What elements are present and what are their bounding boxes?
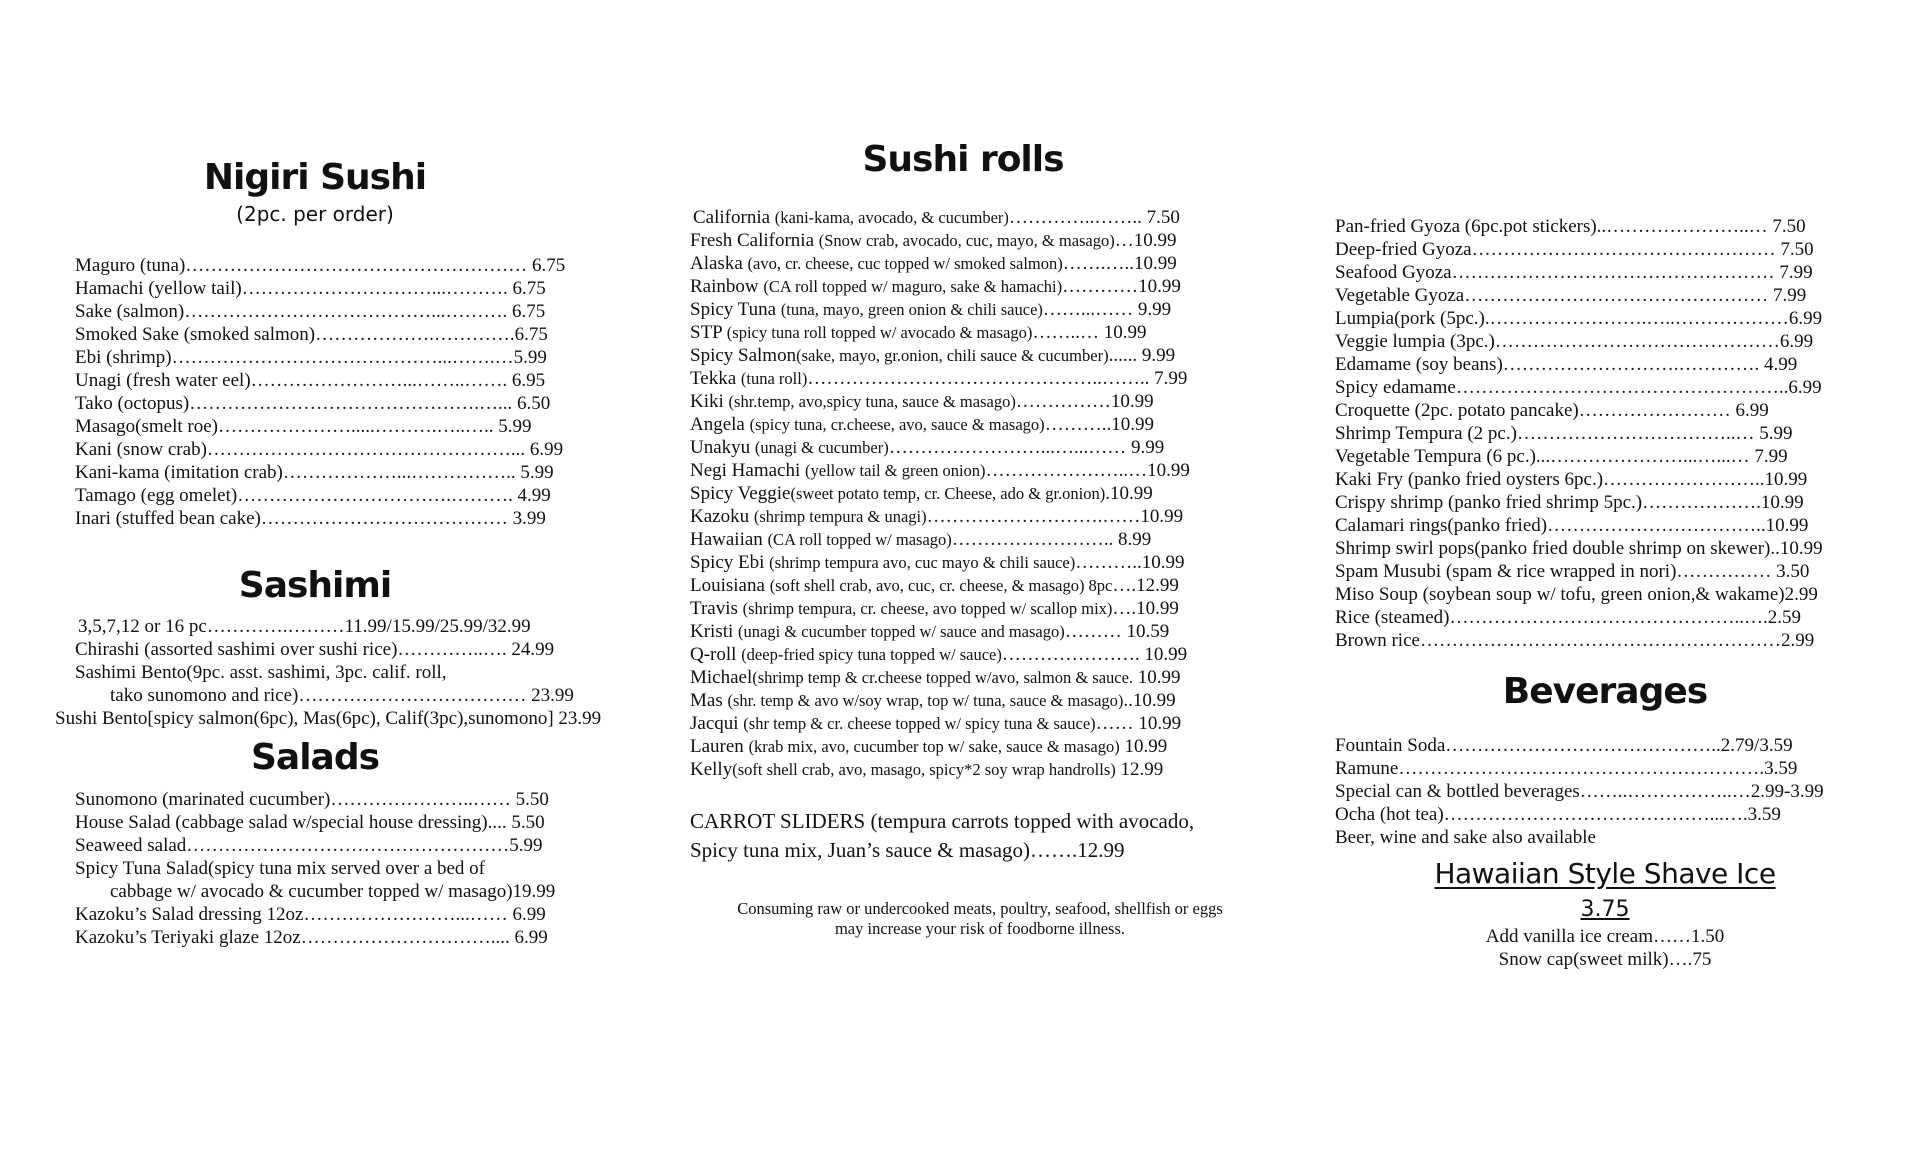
roll-price: ……………………….……10.99 xyxy=(926,505,1184,527)
left-column xyxy=(40,158,640,949)
roll-price: …………………….. 8.99 xyxy=(951,528,1152,550)
sashimi-item: tako sunomono and rice)……………………………… 23.99 xyxy=(110,685,574,707)
roll-item xyxy=(690,528,1280,551)
roll-description: (shrimp temp & cr.cheese topped w/avo, salmon & sauce. xyxy=(752,667,1134,687)
salad-item: Seaweed salad……………………………………………5.99 xyxy=(75,834,543,856)
roll-description: (shrimp tempura, cr. cheese, avo topped w/ scallop mix) xyxy=(742,598,1113,618)
nigiri-item: Inari (stuffed bean cake)………………………………… 3.99 xyxy=(75,507,546,529)
appetizer-item: Rice (steamed)………………………………………..….2.59 xyxy=(1335,607,1801,628)
appetizer-item: Crispy shrimp (panko fried shrimp 5pc.)……………….10.99 xyxy=(1335,492,1804,513)
sashimi-title: Sashimi xyxy=(238,564,392,606)
roll-price: ...... 9.99 xyxy=(1108,344,1176,366)
roll-price: ……………………...…...…… 9.99 xyxy=(888,436,1165,458)
beverage-item: Ramune………………………………………………….3.59 xyxy=(1335,757,1798,779)
roll-item xyxy=(690,758,1280,781)
middle-column xyxy=(690,140,1280,939)
roll-description: (shr. temp & avo w/soy wrap, top w/ tuna, sauce & masago) xyxy=(727,690,1124,710)
notice-line: may increase your risk of foodborne illness. xyxy=(834,918,1126,938)
appetizer-item: Calamari rings(panko fried)……………………………..10.99 xyxy=(1335,515,1809,536)
roll-item xyxy=(690,413,1280,436)
roll-description: (shr temp & cr. cheese topped w/ spicy tuna & sauce) xyxy=(743,713,1096,733)
beverage-item: Fountain Soda……………………………………..2.79/3.59 xyxy=(1335,734,1793,756)
salads-title: Salads xyxy=(250,737,380,779)
nigiri-item: Smoked Sake (smoked salmon)……………….………….6.75 xyxy=(75,323,548,345)
sashimi-list xyxy=(40,615,640,730)
nigiri-item: Unagi (fresh water eel)……………………...……..……. 6.95 xyxy=(75,369,546,391)
nigiri-item: Sake (salmon)…………………………………...………. 6.75 xyxy=(75,300,546,322)
roll-name: Negi Hamachi xyxy=(690,459,801,481)
roll-price: 10.99 xyxy=(1133,666,1181,688)
roll-item xyxy=(690,505,1280,528)
nigiri-list xyxy=(40,254,640,530)
roll-name: STP xyxy=(690,321,723,343)
roll-description: (avo, cr. cheese, cuc topped w/ smoked salmon) xyxy=(747,253,1063,273)
roll-item xyxy=(690,252,1280,275)
appetizer-item: Shrimp swirl pops(panko fried double shrimp on skewer)..10.99 xyxy=(1335,538,1823,559)
roll-price: ……… 10.59 xyxy=(1064,620,1170,642)
roll-description: (CA roll topped w/ maguro, sake & hamachi) xyxy=(763,276,1063,296)
roll-price: …….…..10.99 xyxy=(1062,252,1177,274)
roll-name: Travis xyxy=(690,597,738,619)
roll-description: (spicy tuna, cr.cheese, avo, sauce & masago) xyxy=(749,414,1045,434)
roll-item xyxy=(690,643,1280,666)
roll-description: (shr.temp, avo,spicy tuna, sauce & masago) xyxy=(728,391,1016,411)
notice-line: Consuming raw or undercooked meats, poultry, seafood, shellfish or eggs xyxy=(737,898,1223,918)
roll-name: Unakyu xyxy=(690,436,751,458)
beverage-item: Beer, wine and sake also available xyxy=(1335,826,1596,848)
roll-description: (unagi & cucumber) xyxy=(754,437,889,457)
appetizer-item: Spicy edamame……………………………………………..6.99 xyxy=(1335,377,1822,398)
roll-name: Louisiana xyxy=(690,574,765,596)
nigiri-item: Kani (snow crab)…………………………………………... 6.99 xyxy=(75,438,564,460)
roll-item xyxy=(690,551,1280,574)
roll-name: Spicy Veggie xyxy=(690,482,791,504)
roll-price: …………10.99 xyxy=(1062,275,1181,297)
roll-name: Kazoku xyxy=(690,505,750,527)
roll-description: (krab mix, avo, cucumber top w/ sake, sauce & masago) xyxy=(748,736,1120,756)
nigiri-item: Tako (octopus)……………………………………….…... 6.50 xyxy=(75,392,551,414)
roll-description: (tuna, mayo, green onion & chili sauce) xyxy=(780,299,1043,319)
roll-name: Lauren xyxy=(690,735,744,757)
appetizer-item: Shrimp Tempura (2 pc.)……………………………..… 5.99 xyxy=(1335,423,1793,444)
appetizer-item: Spam Musubi (spam & rice wrapped in nori)…………… 3.50 xyxy=(1335,561,1810,582)
roll-name: Spicy Ebi xyxy=(690,551,765,573)
carrot-sliders xyxy=(690,807,1280,865)
salad-item: House Salad (cabbage salad w/special house dressing).... 5.50 xyxy=(75,811,545,833)
right-column xyxy=(1335,215,1895,971)
roll-description: (shrimp tempura avo, cuc mayo & chili sauce) xyxy=(769,552,1076,572)
appetizers-list xyxy=(1335,215,1895,652)
roll-description: (deep-fried spicy tuna topped w/ sauce) xyxy=(741,644,1002,664)
roll-name: Jacqui xyxy=(690,712,739,734)
roll-item xyxy=(690,229,1280,252)
nigiri-title: Nigiri Sushi xyxy=(203,157,427,198)
roll-name: Spicy Salmon xyxy=(690,344,797,366)
roll-item xyxy=(690,275,1280,298)
roll-name: Tekka xyxy=(690,367,737,389)
roll-price: ………..10.99 xyxy=(1075,551,1185,573)
nigiri-subtitle: (2pc. per order) xyxy=(236,201,394,226)
roll-item xyxy=(690,712,1280,735)
roll-name: Alaska xyxy=(690,252,743,274)
appetizer-item: Brown rice…………………………………………………2.99 xyxy=(1335,630,1815,651)
roll-name: Hawaiian xyxy=(690,528,763,550)
roll-price: ……………10.99 xyxy=(1015,390,1154,412)
roll-item xyxy=(690,459,1280,482)
salad-item: Kazoku’s Teriyaki glaze 12oz………………………….... 6.99 xyxy=(75,926,548,948)
roll-price: ……..… 10.99 xyxy=(1032,321,1147,343)
appetizer-item: Vegetable Gyoza………………………………………… 7.99 xyxy=(1335,285,1807,306)
health-notice xyxy=(690,899,1270,939)
appetizer-item: Miso Soup (soybean soup w/ tofu, green onion,& wakame)2.99 xyxy=(1335,584,1818,605)
appetizer-item: Kaki Fry (panko fried oysters 6pc.)……………………..10.99 xyxy=(1335,469,1808,490)
beverage-item: Ocha (hot tea)……………………………………...….3.59 xyxy=(1335,803,1781,825)
nigiri-item: Maguro (tuna)……………………………………………… 6.75 xyxy=(75,254,566,276)
roll-price: …………………. 10.99 xyxy=(1001,643,1188,665)
roll-item xyxy=(690,390,1280,413)
roll-price: …10.99 xyxy=(1114,229,1177,251)
appetizer-item: Lumpia(pork (5pc.).…………………….…..………………6.99 xyxy=(1335,308,1823,329)
roll-name: Kristi xyxy=(690,620,734,642)
roll-item xyxy=(690,344,1280,367)
roll-price: ….10.99 xyxy=(1112,597,1179,619)
appetizer-item: Veggie lumpia (3pc.)………………………………………6.99 xyxy=(1335,331,1814,352)
roll-item xyxy=(690,436,1280,459)
salads-list xyxy=(40,788,640,949)
appetizer-item: Vegetable Tempura (6 pc.)...…………………...…...… 7.99 xyxy=(1335,446,1788,467)
sashimi-item: 3,5,7,12 or 16 pc………….………11.99/15.99/25.99/32.99 xyxy=(78,616,531,638)
roll-name: Angela xyxy=(690,413,745,435)
roll-description: (sake, mayo, gr.onion, chili sauce & cucumber) xyxy=(796,345,1109,365)
roll-item xyxy=(690,735,1280,758)
sashimi-item: Chirashi (assorted sashimi over sushi rice)…………..…. 24.99 xyxy=(75,639,555,661)
carrot-line: Spicy tuna mix, Juan’s sauce & masago)…….12.99 xyxy=(690,837,1125,862)
roll-price: 10.99 xyxy=(1119,735,1168,757)
appetizer-item: Croquette (2pc. potato pancake)…………………… 6.99 xyxy=(1335,400,1769,421)
beverages-title: Beverages xyxy=(1502,671,1708,712)
nigiri-item: Ebi (shrimp)……………………………………...…….…5.99 xyxy=(75,346,547,368)
roll-price: ………..10.99 xyxy=(1044,413,1154,435)
roll-name: Q-roll xyxy=(690,643,737,665)
salad-item: Sunomono (marinated cucumber)…………………..…… 5.50 xyxy=(75,788,549,810)
beverages-list xyxy=(1335,734,1895,849)
roll-item xyxy=(690,367,1280,390)
roll-item xyxy=(690,298,1280,321)
roll-item xyxy=(690,482,1280,505)
shave-ice-title-text: Hawaiian Style Shave Ice xyxy=(1434,856,1776,890)
roll-item xyxy=(690,206,1280,229)
roll-name: Rainbow xyxy=(690,275,759,297)
roll-description: (yellow tail & green onion) xyxy=(805,460,986,480)
nigiri-item: Kani-kama (imitation crab)………………...…………….. 5.99 xyxy=(75,461,554,483)
roll-name: Michael xyxy=(690,666,753,688)
roll-price: ……...…… 9.99 xyxy=(1042,298,1172,320)
rolls-title: Sushi rolls xyxy=(862,139,1064,180)
salad-item: cabbage w/ avocado & cucumber topped w/ masago)19.99 xyxy=(110,880,556,902)
appetizer-item: Deep-fried Gyoza………………………………………… 7.50 xyxy=(1335,239,1814,260)
nigiri-item: Hamachi (yellow tail)…………………………...………. 6.75 xyxy=(75,277,546,299)
roll-price: ………………………………………..…….. 7.99 xyxy=(807,367,1188,389)
shave-ice-price: 3.75 xyxy=(1580,897,1630,923)
roll-description: (sweet potato temp, cr. Cheese, ado & gr.onion) xyxy=(790,483,1106,503)
roll-price: 12.99 xyxy=(1115,758,1164,780)
roll-item xyxy=(690,597,1280,620)
roll-item xyxy=(690,574,1280,597)
roll-name: Spicy Tuna xyxy=(690,298,777,320)
roll-description: (kani-kama, avocado, & cucumber) xyxy=(774,207,1009,227)
shave-ice-section xyxy=(1335,857,1875,971)
roll-price: …………………..…10.99 xyxy=(985,459,1190,481)
carrot-line: CARROT SLIDERS (tempura carrots topped with avocado, xyxy=(690,808,1195,833)
appetizer-item: Edamame (soy beans)……………………….…………. 4.99 xyxy=(1335,354,1798,375)
sashimi-item: Sashimi Bento(9pc. asst. sashimi, 3pc. calif. roll, xyxy=(75,662,447,684)
roll-item xyxy=(690,620,1280,643)
roll-name: Fresh California xyxy=(690,229,815,251)
roll-name: Kelly xyxy=(690,758,733,780)
roll-price: ….12.99 xyxy=(1112,574,1179,596)
shave-ice-title xyxy=(1335,857,1875,891)
sashimi-item: Sushi Bento[spicy salmon(6pc), Mas(6pc), Calif(3pc),sunomono] 23.99 xyxy=(55,708,602,730)
roll-name: Mas xyxy=(690,689,723,711)
roll-item xyxy=(690,689,1280,712)
beverage-item: Special can & bottled beverages……..……………..…2.99-3.99 xyxy=(1335,780,1824,802)
nigiri-item: Tamago (egg omelet)…………………………….………. 4.99 xyxy=(75,484,551,506)
roll-description: (soft shell crab, avo, cuc, cr. cheese, & masago) 8pc xyxy=(769,575,1113,595)
appetizer-item: Seafood Gyoza…………………………………………… 7.99 xyxy=(1335,262,1813,283)
roll-description: (shrimp tempura & unagi) xyxy=(753,506,927,526)
salad-item: Spicy Tuna Salad(spicy tuna mix served over a bed of xyxy=(75,857,486,879)
roll-description: (soft shell crab, avo, masago, spicy*2 soy wrap handrolls) xyxy=(732,759,1116,779)
roll-description: (CA roll topped w/ masago) xyxy=(767,529,952,549)
roll-price: …… 10.99 xyxy=(1095,712,1182,734)
appetizer-item: Pan-fried Gyoza (6pc.pot stickers)..…………………..… 7.50 xyxy=(1335,216,1806,237)
shave-ice-addon: Add vanilla ice cream……1.50 xyxy=(1485,925,1725,947)
roll-description: (Snow crab, avocado, cuc, mayo, & masago) xyxy=(818,230,1115,250)
roll-description: (tuna roll) xyxy=(740,368,808,388)
roll-item xyxy=(690,666,1280,689)
roll-price: ..10.99 xyxy=(1123,689,1176,711)
roll-description: (spicy tuna roll topped w/ avocado & masago) xyxy=(726,322,1033,342)
roll-price: …………..…….. 7.50 xyxy=(1008,206,1180,228)
shave-ice-addon: Snow cap(sweet milk)….75 xyxy=(1498,948,1712,970)
salad-item: Kazoku’s Salad dressing 12oz……………………...…… 6.99 xyxy=(75,903,546,925)
nigiri-item: Masago(smelt roe)………………….....……….…..….. 5.99 xyxy=(75,415,532,437)
roll-price: .10.99 xyxy=(1105,482,1153,504)
rolls-list xyxy=(690,206,1280,781)
roll-description: (unagi & cucumber topped w/ sauce and masago) xyxy=(738,621,1065,641)
roll-item xyxy=(690,321,1280,344)
roll-name: Kiki xyxy=(690,390,724,412)
roll-name: California xyxy=(693,206,771,228)
